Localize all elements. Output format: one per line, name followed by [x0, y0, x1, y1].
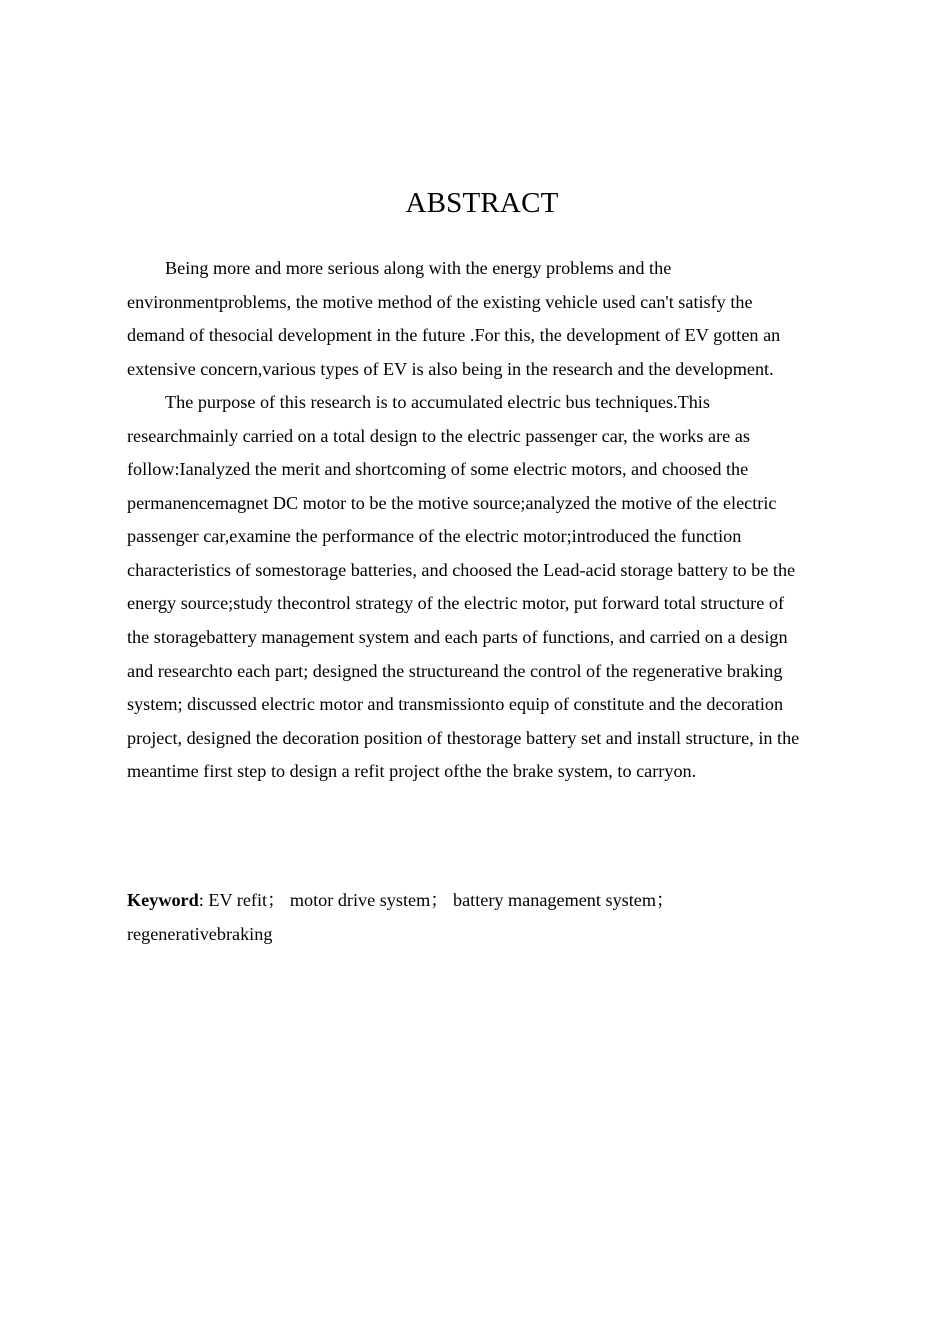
abstract-body [127, 252, 837, 789]
paragraph-1-line-4: extensive concern,various types of EV is also being in the research and the development. [127, 358, 774, 379]
paragraph-1 [127, 252, 837, 386]
paragraph-2-line-10: system; discussed electric motor and transmissionto equip of constitute and the decoration [127, 694, 784, 715]
paragraph-1-line-2: environmentproblems, the motive method of the existing vehicle used can't satisfy the [127, 291, 753, 312]
paragraph-2-line-2: researchmainly carried on a total design to the electric passenger car, the works are as [127, 425, 750, 446]
paragraph-2-line-5: passenger car,examine the performance of the electric motor;introduced the function [127, 526, 742, 547]
keywords-list: : EV refit； motor drive system； battery management system； [198, 890, 675, 910]
paragraph-2-line-7: energy source;study thecontrol strategy of the electric motor, put forward total structure of [127, 593, 785, 614]
paragraph-2-line-1: The purpose of this research is to accumulated electric bus techniques.This [165, 392, 710, 413]
keywords-line-2: regenerativebraking [127, 923, 273, 944]
keywords-label: Keyword [127, 890, 199, 910]
paragraph-1-line-3: demand of thesocial development in the future .For this, the development of EV gotten an [127, 325, 781, 346]
paragraph-1-line-1: Being more and more serious along with the energy problems and the [165, 258, 672, 278]
paragraph-2-line-12: meantime first step to design a refit project ofthe the brake system, to carryon. [127, 761, 697, 782]
paragraph-2-line-11: project, designed the decoration position of thestorage battery set and install structure, in the [127, 727, 800, 748]
paragraph-2 [127, 386, 837, 789]
paragraph-2-line-4: permanencemagnet DC motor to be the motive source;analyzed the motive of the electric [127, 492, 777, 513]
keywords-line-1 [127, 884, 837, 918]
paragraph-2-line-6: characteristics of somestorage batteries, and choosed the Lead-acid storage battery to be the [127, 559, 796, 580]
paragraph-2-line-8: the storagebattery management system and each parts of functions, and carried on a design [127, 627, 788, 648]
abstract-title: ABSTRACT [405, 187, 559, 219]
paragraph-2-line-9: and researchto each part; designed the structureand the control of the regenerative braking [127, 660, 783, 681]
keywords-section [127, 884, 837, 951]
paragraph-2-line-3: follow:Ianalyzed the merit and shortcoming of some electric motors, and choosed the [127, 459, 749, 480]
